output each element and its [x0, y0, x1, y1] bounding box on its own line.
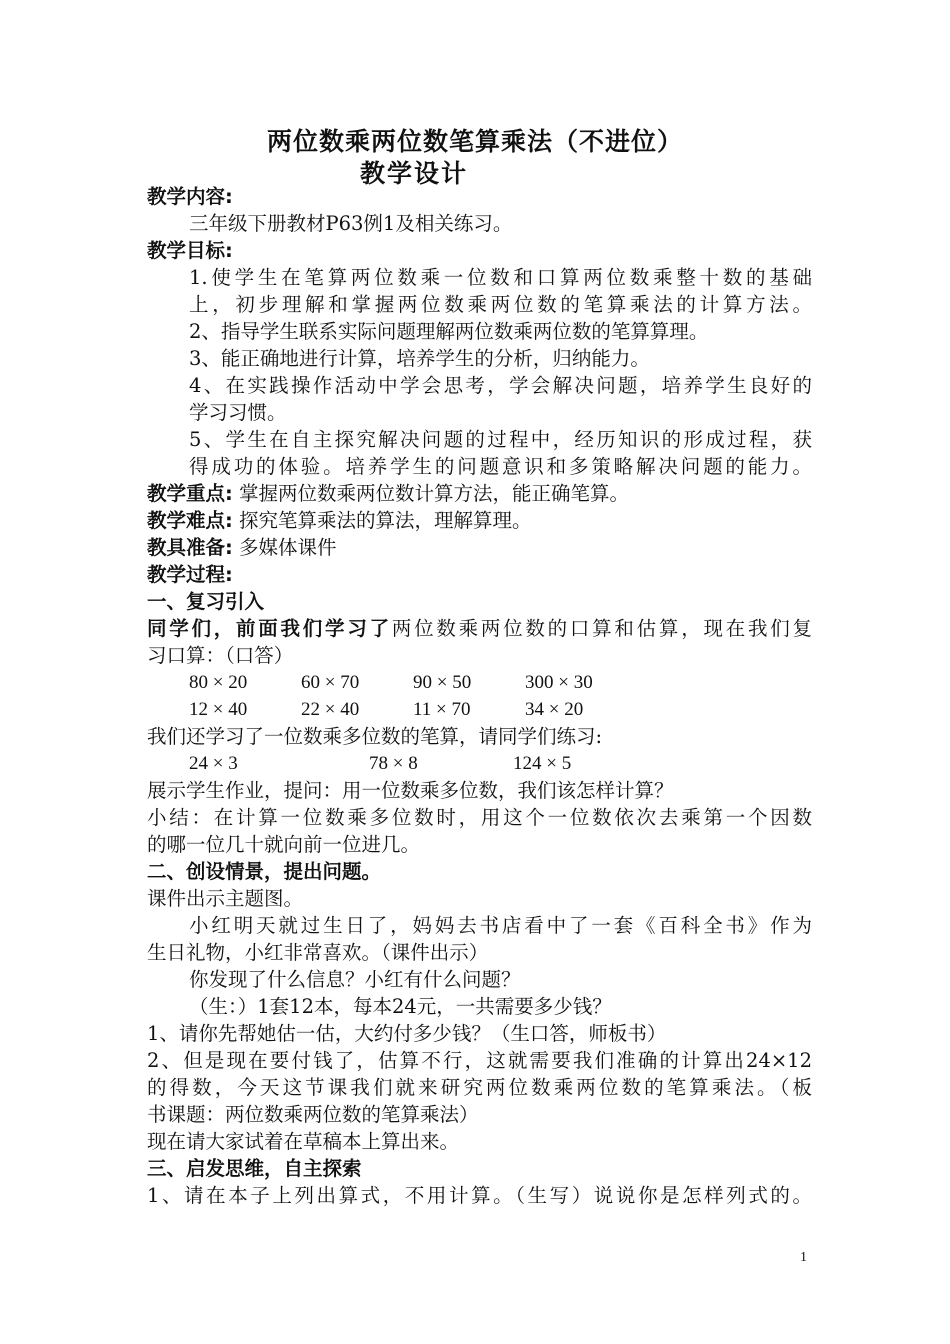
section3-heading: 三、启发思维，自主探索 — [147, 1157, 362, 1180]
summary-line: 小结：在计算一位数乘多位数时，用这个一位数依次去乘第一个因数 — [147, 806, 812, 829]
paragraph-line: 现在请大家试着在草稿本上算出来。 — [147, 1130, 460, 1153]
goals-label: 教学目标: — [147, 239, 233, 262]
process-label: 教学过程: — [147, 563, 233, 586]
section1-intro-line2: 习口算：（口答） — [147, 644, 294, 667]
page-number: 1 — [800, 1250, 807, 1265]
paragraph-line: 课件出示主题图。 — [147, 887, 304, 910]
difficulty-label: 教学难点: — [147, 509, 233, 532]
written-calc: 24 × 3 — [189, 753, 238, 774]
summary-line: 的哪一位几十就向前一位进几。 — [147, 833, 421, 856]
paragraph-line: 你发现了什么信息？小红有什么问题？ — [189, 968, 521, 991]
written-calc: 78 × 8 — [369, 753, 418, 774]
goal-line: 得成功的体验。培养学生的问题意识和多策略解决问题的能力。 — [189, 455, 812, 478]
goal-line: 4、在实践操作活动中学会思考，学会解决问题，培养学生良好的 — [189, 374, 812, 397]
content-label: 教学内容: — [147, 185, 233, 208]
oral-calc: 80 × 20 — [189, 672, 248, 693]
oral-calc: 11 × 70 — [413, 699, 471, 720]
paragraph-line: 的得数，今天这节课我们就来研究两位数乘两位数的笔算乘法。（板 — [147, 1076, 812, 1099]
oral-calc: 34 × 20 — [525, 699, 584, 720]
paragraph-line: 1、请在本子上列出算式，不用计算。（生写）说说你是怎样列式的。 — [147, 1184, 812, 1207]
tools-row — [147, 534, 812, 561]
tools-text: 多媒体课件 — [239, 536, 337, 559]
section1-intro — [147, 615, 812, 642]
content-text: 三年级下册教材P63例1及相关练习。 — [189, 212, 513, 235]
paragraph-line: （生：）1套12本，每本24元，一共需要多少钱？ — [189, 995, 612, 1018]
goal-line: 5、学生在自主探究解决问题的过程中，经历知识的形成过程，获 — [189, 428, 812, 451]
key-point-label: 教学重点: — [147, 482, 233, 505]
oral-calc: 300 × 30 — [525, 672, 593, 693]
title-line1: 两位数乘两位数笔算乘法（不进位） — [266, 127, 683, 156]
goal-line: 1.使学生在笔算两位数乘一位数和口算两位数乘整十数的基础 — [189, 266, 812, 289]
paragraph-line: 1、请你先帮她估一估，大约付多少钱？（生口答，师板书） — [147, 1022, 667, 1045]
oral-calc: 22 × 40 — [301, 699, 360, 720]
title-line2: 教学设计 — [360, 159, 469, 188]
written-intro: 我们还学习了一位数乘多位数的笔算，请同学们练习: — [147, 725, 603, 748]
paragraph-line: 2、但是现在要付钱了，估算不行，这就需要我们准确的计算出24×12 — [147, 1049, 812, 1072]
goal-line: 2、指导学生联系实际问题理解两位数乘两位数的笔算算理。 — [189, 320, 709, 343]
show-question: 展示学生作业，提问：用一位数乘多位数，我们该怎样计算？ — [147, 779, 674, 802]
goal-line: 上，初步理解和掌握两位数乘两位数的笔算乘法的计算方法。 — [189, 293, 812, 316]
section2-heading: 二、创设情景，提出问题。 — [147, 860, 382, 883]
oral-calc: 90 × 50 — [413, 672, 472, 693]
section1-heading: 一、复习引入 — [147, 590, 265, 613]
paragraph-line: 书课题：两位数乘两位数的笔算乘法） — [147, 1103, 479, 1126]
oral-calc: 12 × 40 — [189, 699, 248, 720]
paragraph-line: 生日礼物，小红非常喜欢。（课件出示） — [147, 941, 489, 964]
intro-rest: 两位数乘两位数的口算和估算，现在我们复 — [391, 617, 812, 640]
oral-calc: 60 × 70 — [301, 672, 360, 693]
paragraph-line: 小红明天就过生日了，妈妈去书店看中了一套《百科全书》作为 — [189, 914, 812, 937]
tools-label: 教具准备: — [147, 536, 233, 559]
key-point-text: 掌握两位数乘两位数计算方法，能正确笔算。 — [239, 482, 630, 505]
difficulty-row — [147, 507, 812, 534]
written-calc: 124 × 5 — [513, 753, 572, 774]
difficulty-text: 探究笔算乘法的算法，理解算理。 — [239, 509, 532, 532]
goal-line: 3、能正确地进行计算，培养学生的分析，归纳能力。 — [189, 347, 650, 370]
goal-line: 学习习惯。 — [189, 401, 287, 424]
intro-bold: 同学们，前面我们学习了 — [147, 617, 392, 640]
key-point-row — [147, 480, 812, 507]
